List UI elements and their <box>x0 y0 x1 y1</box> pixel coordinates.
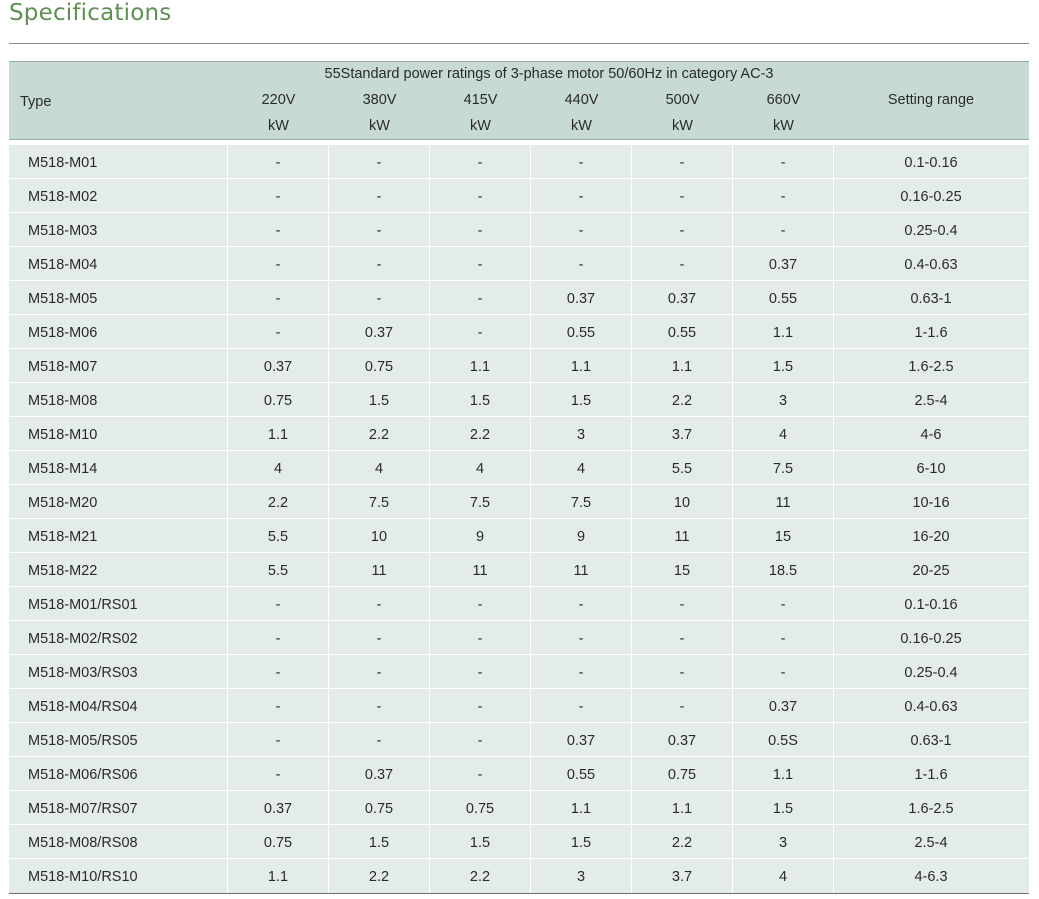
power-rating-cell: - <box>228 587 329 620</box>
power-rating-cell: 0.37 <box>531 281 632 314</box>
power-rating-cell: 4 <box>228 451 329 484</box>
type-header: Type <box>20 94 52 110</box>
table-row <box>9 179 1029 213</box>
setting-range-cell: 4-6 <box>920 426 942 443</box>
table-row <box>9 757 1029 791</box>
power-rating-cell: 2.2 <box>228 485 329 518</box>
type-cell: M518-M06/RS06 <box>9 757 228 790</box>
power-rating-cell: - <box>531 145 632 178</box>
power-rating-cell: 0.55 <box>531 757 632 790</box>
type-cell: M518-M02 <box>9 179 228 212</box>
power-rating-cell: 11 <box>531 553 632 586</box>
table-row <box>9 485 1029 519</box>
power-rating-cell: - <box>632 621 733 654</box>
table-row <box>9 655 1029 689</box>
power-rating-cell: - <box>430 621 531 654</box>
power-rating-cell: 2.2 <box>329 417 430 450</box>
power-rating-cell: - <box>228 247 329 280</box>
table-row <box>9 247 1029 281</box>
table-row <box>9 791 1029 825</box>
setting-range-header: Setting range <box>887 92 975 108</box>
power-rating-cell: - <box>329 281 430 314</box>
power-rating-cell: - <box>228 757 329 790</box>
power-rating-cell: 2.2 <box>430 859 531 893</box>
type-cell: M518-M04/RS04 <box>9 689 228 722</box>
type-cell: M518-M02/RS02 <box>9 621 228 654</box>
setting-range-cell: 10-16 <box>912 494 950 511</box>
power-rating-cell: - <box>430 213 531 246</box>
table-row <box>9 587 1029 621</box>
power-rating-cell: - <box>733 213 834 246</box>
type-cell: M518-M04 <box>9 247 228 280</box>
power-rating-cell: 0.55 <box>733 281 834 314</box>
power-rating-cell: - <box>430 281 531 314</box>
table-row <box>9 553 1029 587</box>
power-rating-cell: 9 <box>430 519 531 552</box>
power-rating-cell: 0.37 <box>632 723 733 756</box>
power-rating-cell: 0.37 <box>632 281 733 314</box>
power-rating-cell: - <box>329 621 430 654</box>
power-rating-cell: 2.2 <box>632 383 733 416</box>
table-row <box>9 723 1029 757</box>
power-rating-cell: - <box>329 689 430 722</box>
power-rating-cell: - <box>531 689 632 722</box>
unit-header: kW <box>571 118 592 134</box>
power-rating-cell: - <box>733 587 834 620</box>
setting-range-cell: 1-1.6 <box>914 324 948 341</box>
power-rating-cell: - <box>531 587 632 620</box>
power-rating-cell: 7.5 <box>430 485 531 518</box>
type-cell: M518-M05/RS05 <box>9 723 228 756</box>
power-rating-cell: - <box>430 145 531 178</box>
setting-range-cell: 1.6-2.5 <box>908 358 954 375</box>
power-rating-cell: - <box>228 145 329 178</box>
power-rating-cell: - <box>430 179 531 212</box>
power-rating-cell: - <box>733 145 834 178</box>
voltage-header: 660V <box>766 92 801 108</box>
setting-range-cell: 1.6-2.5 <box>908 800 954 817</box>
table-body <box>9 145 1029 894</box>
power-rating-cell: 3 <box>531 859 632 893</box>
power-rating-cell: - <box>228 315 329 348</box>
setting-range-cell: 20-25 <box>912 562 950 579</box>
table-row <box>9 451 1029 485</box>
voltage-header: 500V <box>665 92 700 108</box>
table-row <box>9 689 1029 723</box>
setting-range-cell: 0.63-1 <box>910 732 952 749</box>
power-rating-cell: - <box>430 315 531 348</box>
power-rating-cell: 1.5 <box>329 383 430 416</box>
power-rating-cell: 5.5 <box>632 451 733 484</box>
type-cell: M518-M08/RS08 <box>9 825 228 858</box>
voltage-header: 380V <box>362 92 397 108</box>
title-divider <box>9 43 1029 44</box>
power-rating-cell: 15 <box>632 553 733 586</box>
power-rating-cell: 1.5 <box>329 825 430 858</box>
power-rating-cell: 5.5 <box>228 519 329 552</box>
power-rating-cell: 11 <box>329 553 430 586</box>
specifications-table <box>9 61 1029 894</box>
table-row <box>9 281 1029 315</box>
power-rating-cell: - <box>329 247 430 280</box>
power-rating-cell: - <box>329 655 430 688</box>
power-rating-cell: 3 <box>733 383 834 416</box>
unit-header: kW <box>470 118 491 134</box>
power-rating-cell: - <box>228 213 329 246</box>
power-rating-cell: - <box>531 179 632 212</box>
power-rating-cell: 1.5 <box>430 825 531 858</box>
setting-range-cell: 16-20 <box>912 528 950 545</box>
power-rating-cell: - <box>430 689 531 722</box>
power-rating-cell: - <box>228 655 329 688</box>
table-row <box>9 519 1029 553</box>
table-row <box>9 383 1029 417</box>
power-rating-cell: 1.1 <box>733 315 834 348</box>
power-rating-cell: - <box>228 723 329 756</box>
type-cell: M518-M07/RS07 <box>9 791 228 824</box>
power-rating-cell: 0.37 <box>329 315 430 348</box>
type-cell: M518-M01/RS01 <box>9 587 228 620</box>
power-rating-cell: 15 <box>733 519 834 552</box>
type-cell: M518-M03/RS03 <box>9 655 228 688</box>
power-rating-cell: 18.5 <box>733 553 834 586</box>
power-rating-cell: - <box>430 247 531 280</box>
table-row <box>9 825 1029 859</box>
table-row <box>9 417 1029 451</box>
power-rating-cell: 0.75 <box>329 791 430 824</box>
voltage-header: 415V <box>463 92 498 108</box>
power-rating-cell: 1.5 <box>430 383 531 416</box>
power-rating-cell: 1.5 <box>531 825 632 858</box>
power-rating-cell: 0.55 <box>632 315 733 348</box>
power-rating-cell: - <box>632 689 733 722</box>
power-rating-cell: 1.1 <box>632 349 733 382</box>
setting-range-cell: 4-6.3 <box>914 869 948 885</box>
power-rating-cell: 11 <box>733 485 834 518</box>
power-rating-cell: - <box>531 655 632 688</box>
type-cell: M518-M20 <box>9 485 228 518</box>
power-rating-cell: 0.37 <box>733 247 834 280</box>
unit-header: kW <box>672 118 693 134</box>
type-cell: M518-M22 <box>9 553 228 586</box>
setting-range-cell: 2.5-4 <box>914 834 948 851</box>
power-rating-cell: 2.2 <box>329 859 430 893</box>
power-rating-cell: - <box>430 655 531 688</box>
power-rating-cell: 0.75 <box>228 383 329 416</box>
table-row <box>9 859 1029 893</box>
type-cell: M518-M06 <box>9 315 228 348</box>
power-rating-cell: 10 <box>632 485 733 518</box>
page-title: Specifications <box>9 0 172 26</box>
power-rating-cell: 4 <box>733 417 834 450</box>
power-rating-cell: - <box>632 145 733 178</box>
power-rating-cell: 0.5S <box>733 723 834 756</box>
power-rating-cell: 0.37 <box>228 791 329 824</box>
power-rating-cell: - <box>228 621 329 654</box>
type-cell: M518-M05 <box>9 281 228 314</box>
power-rating-cell: 11 <box>632 519 733 552</box>
setting-range-cell: 0.16-0.25 <box>900 630 962 647</box>
type-cell: M518-M10/RS10 <box>9 859 228 893</box>
unit-header: kW <box>773 118 794 134</box>
setting-range-cell: 0.4-0.63 <box>904 698 958 715</box>
power-rating-cell: - <box>531 213 632 246</box>
power-rating-cell: - <box>733 655 834 688</box>
power-rating-cell: 5.5 <box>228 553 329 586</box>
power-rating-cell: - <box>329 587 430 620</box>
power-rating-cell: 0.75 <box>632 757 733 790</box>
power-rating-cell: 0.37 <box>228 349 329 382</box>
power-rating-cell: - <box>228 281 329 314</box>
type-cell: M518-M21 <box>9 519 228 552</box>
power-rating-cell: 9 <box>531 519 632 552</box>
power-rating-cell: - <box>329 213 430 246</box>
power-rating-cell: 1.5 <box>733 791 834 824</box>
power-rating-cell: - <box>430 723 531 756</box>
power-rating-cell: 7.5 <box>733 451 834 484</box>
power-rating-cell: 2.2 <box>632 825 733 858</box>
power-rating-cell: 1.1 <box>632 791 733 824</box>
table-banner: 55Standard power ratings of 3-phase motor 50/60Hz in category AC-3 <box>324 66 774 82</box>
power-rating-cell: - <box>733 179 834 212</box>
power-rating-cell: 2.2 <box>430 417 531 450</box>
setting-range-cell: 0.16-0.25 <box>900 188 962 205</box>
power-rating-cell: 0.75 <box>228 825 329 858</box>
power-rating-cell: 0.37 <box>733 689 834 722</box>
setting-range-cell: 6-10 <box>916 460 946 477</box>
power-rating-cell: - <box>228 179 329 212</box>
setting-range-cell: 0.1-0.16 <box>904 596 958 613</box>
power-rating-cell: - <box>632 655 733 688</box>
power-rating-cell: 1.5 <box>531 383 632 416</box>
power-rating-cell: - <box>632 213 733 246</box>
power-rating-cell: 0.55 <box>531 315 632 348</box>
power-rating-cell: - <box>632 179 733 212</box>
power-rating-cell: 3.7 <box>632 417 733 450</box>
power-rating-cell: - <box>632 587 733 620</box>
power-rating-cell: 7.5 <box>329 485 430 518</box>
power-rating-cell: 0.37 <box>329 757 430 790</box>
power-rating-cell: - <box>228 689 329 722</box>
setting-range-cell: 0.1-0.16 <box>904 154 958 171</box>
power-rating-cell: - <box>329 179 430 212</box>
power-rating-cell: 7.5 <box>531 485 632 518</box>
power-rating-cell: 4 <box>733 859 834 893</box>
voltage-header: 440V <box>564 92 599 108</box>
type-cell: M518-M14 <box>9 451 228 484</box>
table-row <box>9 621 1029 655</box>
type-cell: M518-M10 <box>9 417 228 450</box>
power-rating-cell: 1.5 <box>733 349 834 382</box>
power-rating-cell: 10 <box>329 519 430 552</box>
power-rating-cell: - <box>632 247 733 280</box>
table-row <box>9 145 1029 179</box>
power-rating-cell: 1.1 <box>531 349 632 382</box>
voltage-header: 220V <box>261 92 296 108</box>
power-rating-cell: - <box>733 621 834 654</box>
unit-header: kW <box>369 118 390 134</box>
power-rating-cell: 1.1 <box>430 349 531 382</box>
power-rating-cell: 11 <box>430 553 531 586</box>
power-rating-cell: 4 <box>531 451 632 484</box>
power-rating-cell: - <box>531 621 632 654</box>
power-rating-cell: - <box>329 723 430 756</box>
type-cell: M518-M08 <box>9 383 228 416</box>
setting-range-cell: 0.4-0.63 <box>904 256 958 273</box>
power-rating-cell: - <box>430 757 531 790</box>
setting-range-cell: 1-1.6 <box>914 766 948 783</box>
table-row <box>9 213 1029 247</box>
power-rating-cell: 1.1 <box>531 791 632 824</box>
setting-range-cell: 2.5-4 <box>914 392 948 409</box>
unit-header: kW <box>268 118 289 134</box>
power-rating-cell: 0.75 <box>430 791 531 824</box>
power-rating-cell: - <box>531 247 632 280</box>
power-rating-cell: 0.75 <box>329 349 430 382</box>
table-header <box>9 61 1029 140</box>
power-rating-cell: 3 <box>733 825 834 858</box>
power-rating-cell: 3 <box>531 417 632 450</box>
power-rating-cell: 1.1 <box>733 757 834 790</box>
type-cell: M518-M07 <box>9 349 228 382</box>
power-rating-cell: 1.1 <box>228 859 329 893</box>
setting-range-cell: 0.25-0.4 <box>904 664 958 681</box>
table-row <box>9 315 1029 349</box>
power-rating-cell: 3.7 <box>632 859 733 893</box>
power-rating-cell: 0.37 <box>531 723 632 756</box>
type-cell: M518-M01 <box>9 145 228 178</box>
table-row <box>9 349 1029 383</box>
power-rating-cell: 4 <box>430 451 531 484</box>
power-rating-cell: - <box>329 145 430 178</box>
setting-range-cell: 0.25-0.4 <box>904 222 958 239</box>
power-rating-cell: 4 <box>329 451 430 484</box>
power-rating-cell: - <box>430 587 531 620</box>
power-rating-cell: 1.1 <box>228 417 329 450</box>
setting-range-cell: 0.63-1 <box>910 290 952 307</box>
type-cell: M518-M03 <box>9 213 228 246</box>
